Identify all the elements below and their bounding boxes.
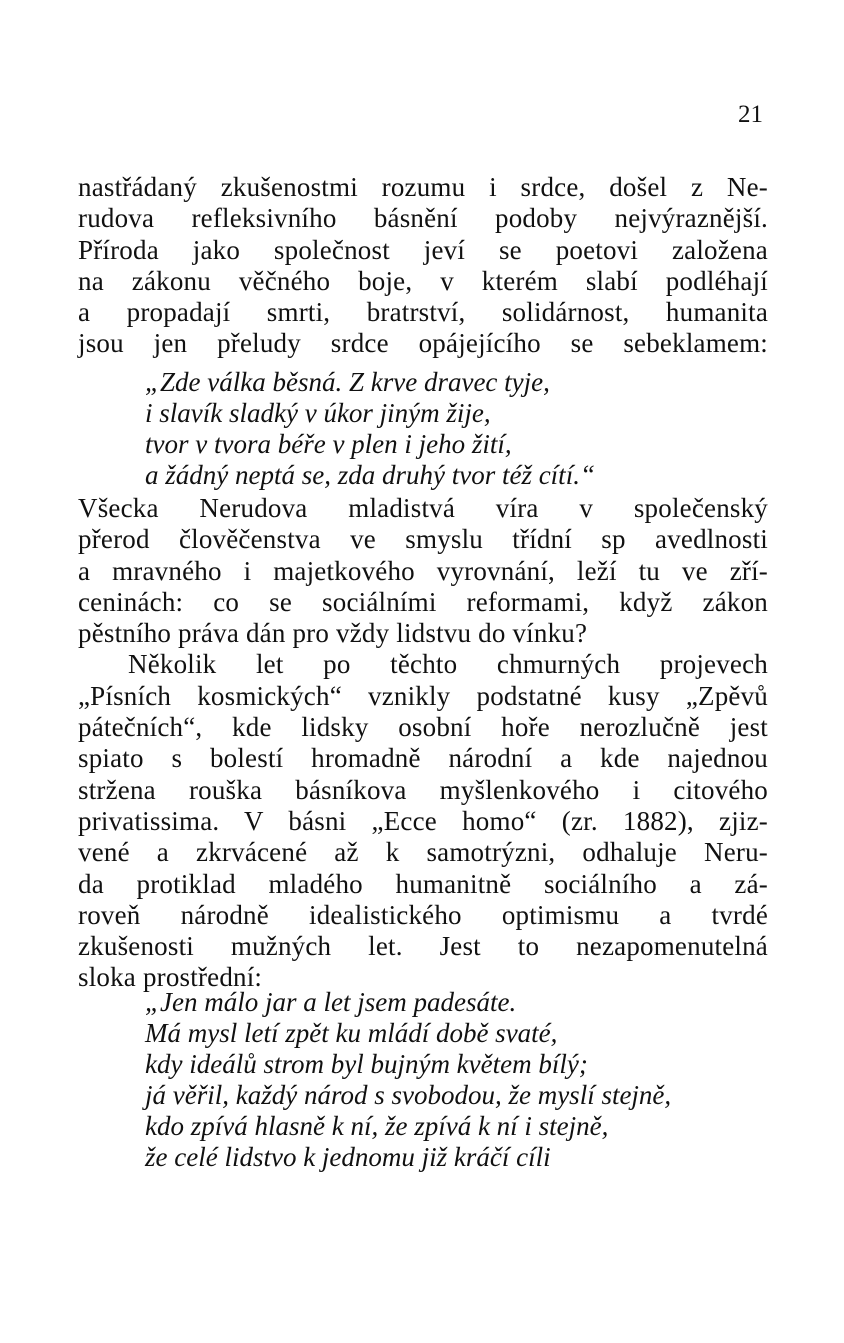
text-line: nastřádaný zkušenostmi rozumu i srdce, došel z Ne- — [78, 172, 768, 202]
text-line: na zákonu věčného boje, v kterém slabí podléhají — [78, 265, 768, 296]
verse-line: i slavík sladký v úkor jiným žije, — [145, 398, 491, 428]
verse-line: Má mysl letí zpět ku mládí době svaté, — [145, 1018, 558, 1048]
text-line: Příroda jako společnost jeví se poetovi založena — [78, 234, 768, 265]
verse-line: kdy ideálů strom byl bujným květem bílý; — [145, 1049, 588, 1079]
verse-line: tvor v tvora béře v plen i jeho žití, — [145, 429, 512, 459]
text-line: privatissima. V básni „Ecce homo“ (zr. 1882), zjiz- — [78, 805, 768, 836]
page-number: 21 — [738, 101, 763, 128]
verse-line: „Zde válka běsná. Z krve dravec tyje, — [145, 367, 550, 397]
verse-quote-2 — [145, 987, 671, 1173]
text-line: spiato s bolestí hromadně národní a kde najednou — [78, 743, 768, 774]
text-line: „Písních kosmických“ vznikly podstatné kusy „Zpěvů — [78, 680, 768, 711]
text-line: pátečních“, kde lidsky osobní hoře nerozlučně jest — [78, 712, 768, 743]
text-line: Všecka Nerudova mladistvá víra v společenský — [78, 493, 768, 523]
text-line: sloka prostřední: — [78, 962, 263, 993]
verse-line: a žádný neptá se, zda druhý tvor též cítí.“ — [145, 460, 595, 490]
text-line: da protiklad mladého humanitně sociálního a zá- — [78, 868, 768, 899]
verse-line: že celé lidstvo k jednomu již kráčí cíli — [145, 1142, 551, 1172]
text-line: a propadají smrti, bratrství, solidárnost, humanita — [78, 297, 768, 328]
verse-line: „Jen málo jar a let jsem padesáte. — [145, 987, 517, 1017]
text-line: Několik let po těchto chmurných projevech — [128, 649, 768, 680]
verse-line: já věřil, každý národ s svobodou, že myslí stejně, — [145, 1080, 672, 1110]
text-line: roveň národně idealistického optimismu a tvrdé — [78, 899, 768, 930]
text-line: zkušenosti mužných let. Jest to nezapomenutelná — [78, 931, 768, 962]
text-line: a mravného i majetkového vyrovnání, leží tu ve zří- — [78, 555, 768, 586]
paragraphs-2-3 — [78, 493, 768, 994]
text-line: jsou jen přeludy srdce opájejícího se sebeklamem: — [78, 328, 768, 359]
text-line: stržena rouška básníkova myšlenkového i citového — [78, 774, 768, 805]
text-line: pěstního práva dán pro vždy lidstvu do vínku? — [78, 618, 588, 649]
text-line: vené a zkrvácené až k samotrýzni, odhaluje Neru- — [78, 837, 768, 868]
verse-quote-1 — [145, 367, 595, 491]
text-line: ceninách: co se sociálními reformami, když zákon — [78, 586, 768, 617]
paragraph-1 — [78, 172, 768, 360]
text-line: přerod člověčenstva ve smyslu třídní sp avedlnosti — [78, 524, 768, 555]
text-line: rudova refleksivního básnění podoby nejvýraznější. — [78, 203, 768, 234]
verse-line: kdo zpívá hlasně k ní, že zpívá k ní i stejně, — [145, 1111, 609, 1141]
